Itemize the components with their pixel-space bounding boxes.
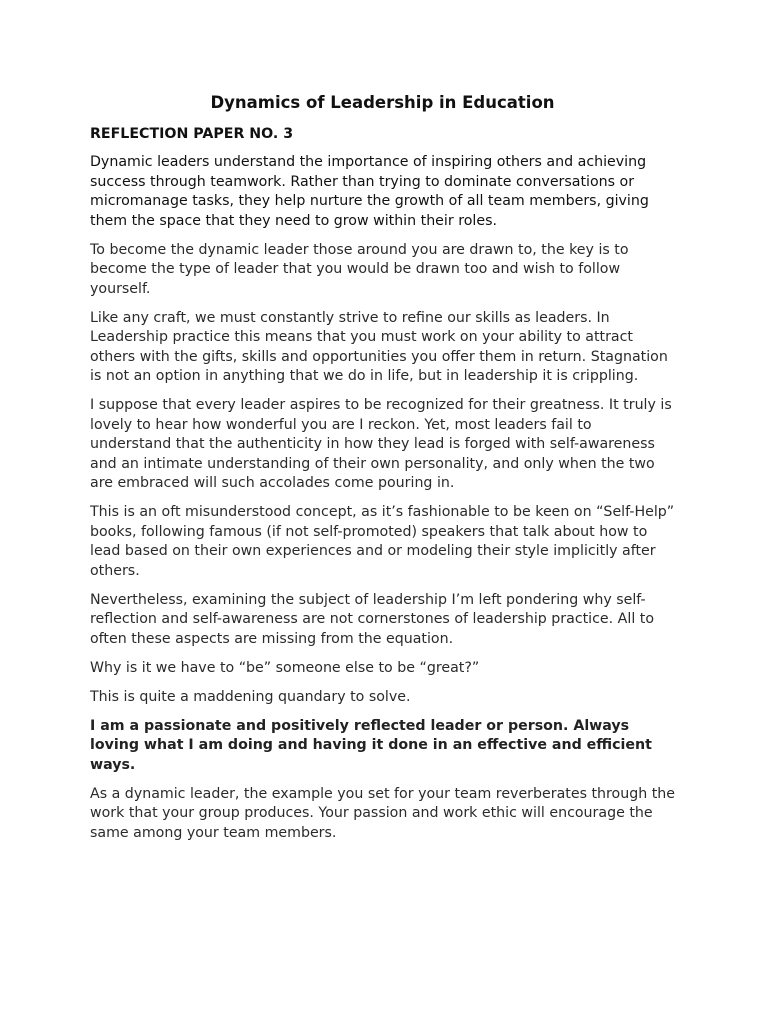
- paragraph-1: Dynamic leaders understand the importance of inspiring others and achieving success through teamwork. Rather than trying to dominate conversations or micromanage tasks, they help nurture the growth of all team members, giving them the space that they need to grow within their roles.: [90, 154, 649, 229]
- reflection-paper-heading: REFLECTION PAPER NO. 3: [90, 126, 294, 142]
- paragraph-9-bold-statement: I am a passionate and positively reflected leader or person. Always loving what I am doing and having it done in an effective and efficient ways.: [90, 717, 652, 773]
- paragraph-6: Nevertheless, examining the subject of leadership I’m left pondering why self-reflection and self-awareness are not cornerstones of leadership practice. All to often these aspects are missing from the equation.: [90, 591, 655, 647]
- paragraph-2: To become the dynamic leader those around you are drawn to, the key is to become the type of leader that you would be drawn too and wish to follow yourself.: [90, 241, 629, 297]
- paragraph-10: As a dynamic leader, the example you set for your team reverberates through the work that your group produces. Your passion and work ethic will encourage the same among your team members.: [90, 785, 676, 841]
- paragraph-7: Why is it we have to “be” someone else to be “great?”: [90, 659, 480, 676]
- document-page: [90, 92, 675, 853]
- paragraph-8: This is quite a maddening quandary to solve.: [90, 688, 411, 705]
- paragraph-5: This is an oft misunderstood concept, as it’s fashionable to be keen on “Self-Help” books, following famous (if not self-promoted) speakers that talk about how to lead based on their own experiences and or modeling their style implicitly after others.: [90, 504, 675, 579]
- paragraph-4: I suppose that every leader aspires to be recognized for their greatness. It truly is lovely to hear how wonderful you are I reckon. Yet, most leaders fail to understand that the authenticity in how they lead is forged with self-awareness and an intimate understanding of their own personality, and only when the two are embraced will such accolades come pouring in.: [90, 397, 672, 491]
- paragraph-3: Like any craft, we must constantly strive to refine our skills as leaders. In Leadership practice this means that you must work on your ability to attract others with the gifts, skills and opportunities you offer them in return. Stagnation is not an option in anything that we do in life, but in leadership it is crippling.: [90, 309, 668, 384]
- document-title: Dynamics of Leadership in Education: [210, 93, 555, 112]
